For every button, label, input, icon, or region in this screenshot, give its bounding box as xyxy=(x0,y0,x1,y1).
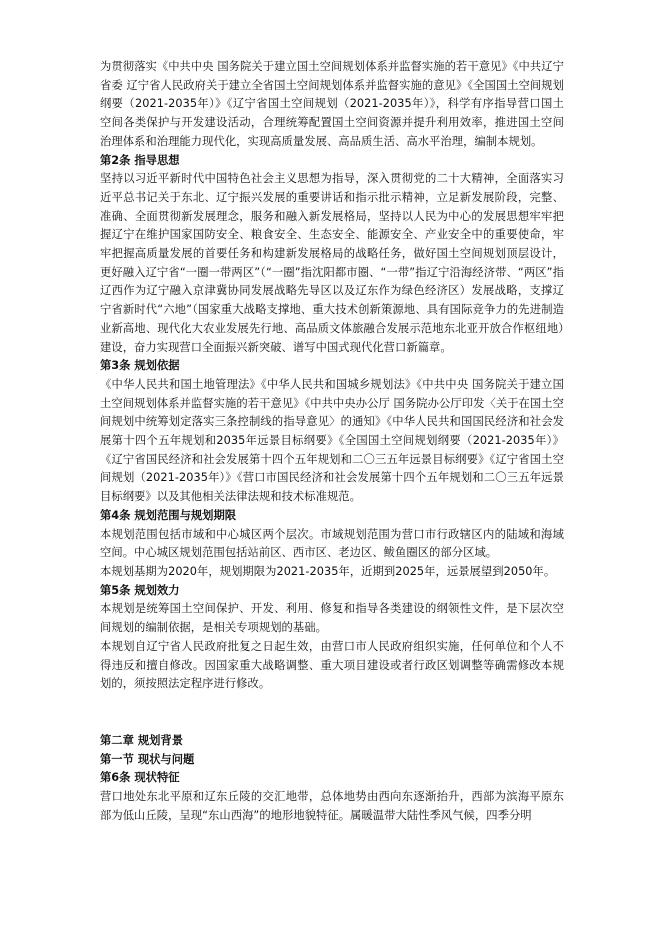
body-paragraph: 营口地处东北平原和辽东丘陵的交汇地带，总体地势由西向东逐渐抬升，西部为滨海平原东部为低山丘陵，呈现“东山西海”的地形地貌特征。属暖温带大陆性季风气候，四季分明 xyxy=(100,790,564,822)
body-paragraph: 本规划自辽宁省人民政府批复之日起生效，由营口市人民政府组织实施，任何单位和个人不得违反和擅自修改。因国家重大战略调整、重大项目建设或者行政区划调整等确需修改本规划的，须按照法定程序进行修改。 xyxy=(100,639,564,691)
section-heading: 第5条 规划效力 xyxy=(100,583,180,597)
section-gap xyxy=(100,694,564,732)
body-paragraph: 本规划基期为2020年，规划期限为2021-2035年，近期到2025年，远景展望到2050年。 xyxy=(100,564,556,578)
section-heading: 第二章 规划背景 xyxy=(100,733,184,747)
section-heading: 第一节 现状与问题 xyxy=(100,752,195,766)
section-heading: 第4条 规划范围与规划期限 xyxy=(100,508,237,522)
section-heading: 第6条 现状特征 xyxy=(100,771,180,785)
body-paragraph: 坚持以习近平新时代中国特色社会主义思想为指导，深入贯彻党的二十大精神，全面落实习近平总书记关于东北、辽宁振兴发展的重要讲话和指示批示精神，立足新发展阶段，完整、准确、全面贯彻新发展理念，服务和融入新发展格局，坚持以人民为中心的发展思想牢牢把握辽宁在维护国家国防安全、粮食安全、生态安全、能源安全、产业安全中的重要使命，牢牢把握高质量发展的首要任务和构建新发展格局的战略任务，做好国土空间规划顶层设计，更好融入辽宁省“一圈一带两区”（“一圈”指沈阳都市圈、“一带”指辽宁沿海经济带、“两区”指辽西作为辽宁融入京津冀协同发展战略先导区以及辽东作为绿色经济区）发展战略，支撑辽宁省新时代“六地”（国家重大战略支撑地、重大技术创新策源地、具有国际竞争力的先进制造业新高地、现代化大农业发展先行地、高品质文体旅融合发展示范地东北亚开放合作枢纽地）建设，奋力实现营口全面振兴新突破、谱写中国式现代化营口新篇章。 xyxy=(100,172,564,354)
section-heading: 第2条 指导思想 xyxy=(100,153,180,167)
section-heading: 第3条 规划依据 xyxy=(100,359,180,373)
body-paragraph: 为贯彻落实《中共中央 国务院关于建立国土空间规划体系并监督实施的若干意见》《中共辽宁省委 辽宁省人民政府关于建立全省国土空间规划体系并监督实施的意见》《全国国土空间规划纲要（2021-2035年）》《辽宁省国土空间规划（2021-2035年）》，科学有序指导营口国土空间各类保护与开发建设活动，合理统筹配置国土空间资源并提升利用效率，推进国土空间治理体系和治理能力现代化，实现高质量发展、高品质生活、高水平治理，编制本规划。 xyxy=(100,60,564,148)
body-paragraph: 本规划是统筹国土空间保护、开发、利用、修复和指导各类建设的纲领性文件，是下层次空间规划的编制依据，是相关专项规划的基础。 xyxy=(100,602,564,635)
body-paragraph: 本规划范围包括市域和中心城区两个层次。市域规划范围为营口市行政辖区内的陆域和海域空间。中心城区规划范围包括站前区、西市区、老边区、鲅鱼圈区的部分区域。 xyxy=(100,527,564,560)
body-paragraph: 《中华人民共和国土地管理法》《中华人民共和国城乡规划法》《中共中央 国务院关于建立国土空间规划体系并监督实施的若干意见》《中共中央办公厅 国务院办公厅印发〈关于在国土空间规划中统筹划定落实三条控制线的指导意见〉的通知》《中华人民共和国国民经济和社会发展第十四个五年规划和2035年远景目标纲要》《全国国土空间规划纲要（2021-2035年）》《辽宁省国民经济和社会发展第十四个五年规划和二〇三五年远景目标纲要》《辽宁省国土空间规划（2021-2035年）》《营口市国民经济和社会发展第十四个五年规划和二〇三五年远景目标纲要》以及其他相关法律法规和技术标准规范。 xyxy=(100,377,564,504)
